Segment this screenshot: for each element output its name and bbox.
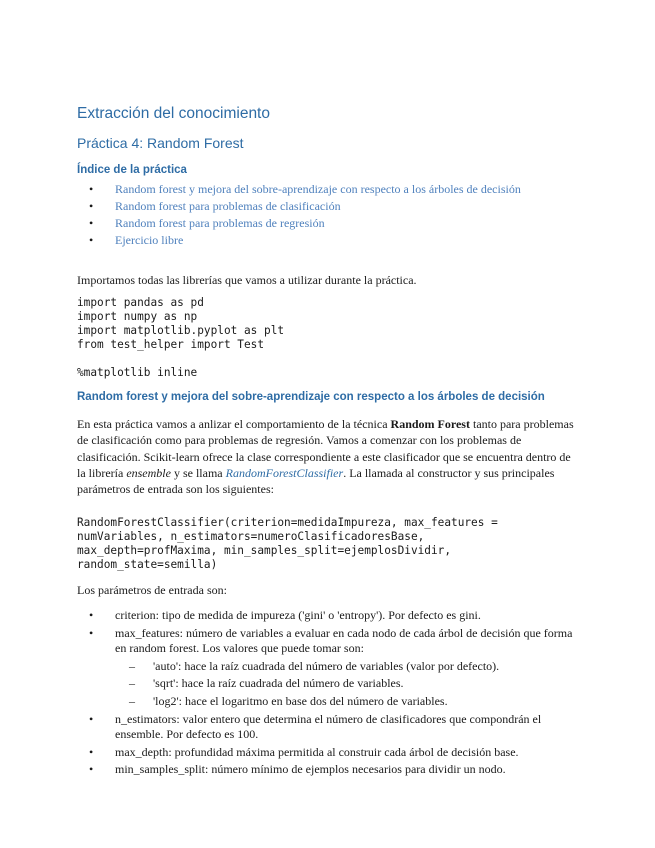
bullet-icon: •: [89, 608, 94, 622]
dash-icon: –: [129, 658, 135, 673]
index-item[interactable]: [77, 182, 577, 197]
index-item[interactable]: [77, 199, 577, 214]
bullet-icon: •: [89, 762, 94, 777]
constructor-code: RandomForestClassifier(criterion=medidaImpureza, max_features = numVariables, n_estimators=numeroClasificadoresBase, max_depth=profMaxima, min_samples_split=ejemplosDividir, random_state=semilla): [77, 516, 498, 571]
section1-heading-block: [77, 391, 577, 403]
constructor-code-block: [77, 516, 577, 572]
subtitle-block: [77, 135, 577, 151]
param-item-max-features: [77, 626, 577, 710]
param-text: max_depth: profundidad máxima permitida al construir cada árbol de decisión base.: [115, 744, 519, 759]
param-item-min-samples-split: [77, 762, 577, 777]
index-heading-block: [77, 164, 577, 176]
magic-code: %matplotlib inline: [77, 366, 198, 379]
section1-paragraph: [77, 416, 577, 497]
index-item[interactable]: [77, 233, 577, 248]
param-item-criterion: [77, 608, 577, 623]
bullet-icon: •: [89, 216, 94, 231]
index-list: [77, 182, 577, 250]
document-subtitle: Práctica 4: Random Forest: [77, 135, 244, 151]
index-heading: Índice de la práctica: [77, 164, 187, 176]
option-item: [115, 659, 577, 674]
paragraph-text: En esta práctica vamos a anlizar el comportamiento de la técnica: [77, 417, 391, 431]
dash-icon: –: [129, 676, 135, 691]
title-block: [77, 105, 577, 123]
option-text: 'log2': hace el logaritmo en base dos del número de variables.: [153, 693, 448, 708]
intro-block: [77, 272, 577, 288]
paragraph-italic: ensemble: [126, 465, 171, 480]
option-item: [115, 676, 577, 691]
bullet-icon: •: [89, 233, 94, 248]
bullet-icon: •: [89, 711, 94, 726]
bullet-icon: •: [89, 744, 94, 759]
magic-code-block: [77, 366, 577, 380]
paragraph-bold: Random Forest: [390, 417, 470, 431]
bullet-icon: •: [89, 199, 94, 214]
option-text: 'auto': hace la raíz cuadrada del número de variables (valor por defecto).: [153, 658, 500, 673]
intro-paragraph: Importamos todas las librerías que vamos a utilizar durante la práctica.: [77, 273, 417, 287]
index-link[interactable]: Random forest para problemas de regresión: [115, 216, 325, 231]
option-text: 'sqrt': hace la raíz cuadrada del número de variables.: [153, 676, 404, 691]
section1-heading: Random forest y mejora del sobre-aprendizaje con respecto a los árboles de decisión: [77, 391, 545, 403]
param-text: n_estimators: valor entero que determina el número de clasificadores que compondrán el ensemble. Por defecto es 100.: [115, 711, 542, 742]
bullet-icon: •: [89, 625, 94, 640]
paragraph-text: y se llama: [170, 465, 226, 480]
import-code-block: [77, 296, 577, 352]
param-item-n-estimators: [77, 712, 577, 743]
option-item: [115, 694, 577, 709]
classifier-link[interactable]: RandomForestClassifier: [225, 465, 344, 480]
index-link[interactable]: Random forest y mejora del sobre-aprendizaje con respecto a los árboles de decisión: [115, 182, 521, 196]
param-text: min_samples_split: número mínimo de ejemplos necesarios para dividir un nodo.: [115, 762, 506, 777]
param-text: criterion: tipo de medida de impureza ('gini' o 'entropy'). Por defecto es gini.: [115, 608, 481, 622]
paragraph-text: . La llamada al constructor y sus principales parámetros de entrada son los siguientes:: [77, 465, 555, 497]
index-link[interactable]: Random forest para problemas de clasificación: [115, 199, 341, 214]
paragraph-text: tanto para problemas de clasificación como para problemas de regresión. Vamos a comenzar con los problemas de clasificación. Scikit-learn ofrece la clase correspondiente a este clasificador que se encuentra dentro de la librería: [77, 417, 574, 480]
index-item[interactable]: [77, 216, 577, 231]
index-link[interactable]: Ejercicio libre: [115, 233, 184, 248]
max-features-options: [115, 659, 577, 710]
section1-paragraph-block: [77, 416, 577, 497]
params-intro: Los parámetros de entrada son:: [77, 583, 227, 597]
param-text: max_features: número de variables a evaluar en cada nodo de cada árbol de decisión que forma en random forest. Los valores que puede tomar son:: [115, 625, 573, 656]
bullet-icon: •: [89, 182, 94, 196]
params-list: [77, 608, 577, 780]
param-item-max-depth: [77, 745, 577, 760]
params-intro-block: [77, 582, 577, 598]
import-code: import pandas as pd import numpy as np import matplotlib.pyplot as plt from test_helper import Test: [77, 296, 285, 351]
dash-icon: –: [129, 693, 135, 708]
document-title: Extracción del conocimiento: [77, 105, 270, 122]
